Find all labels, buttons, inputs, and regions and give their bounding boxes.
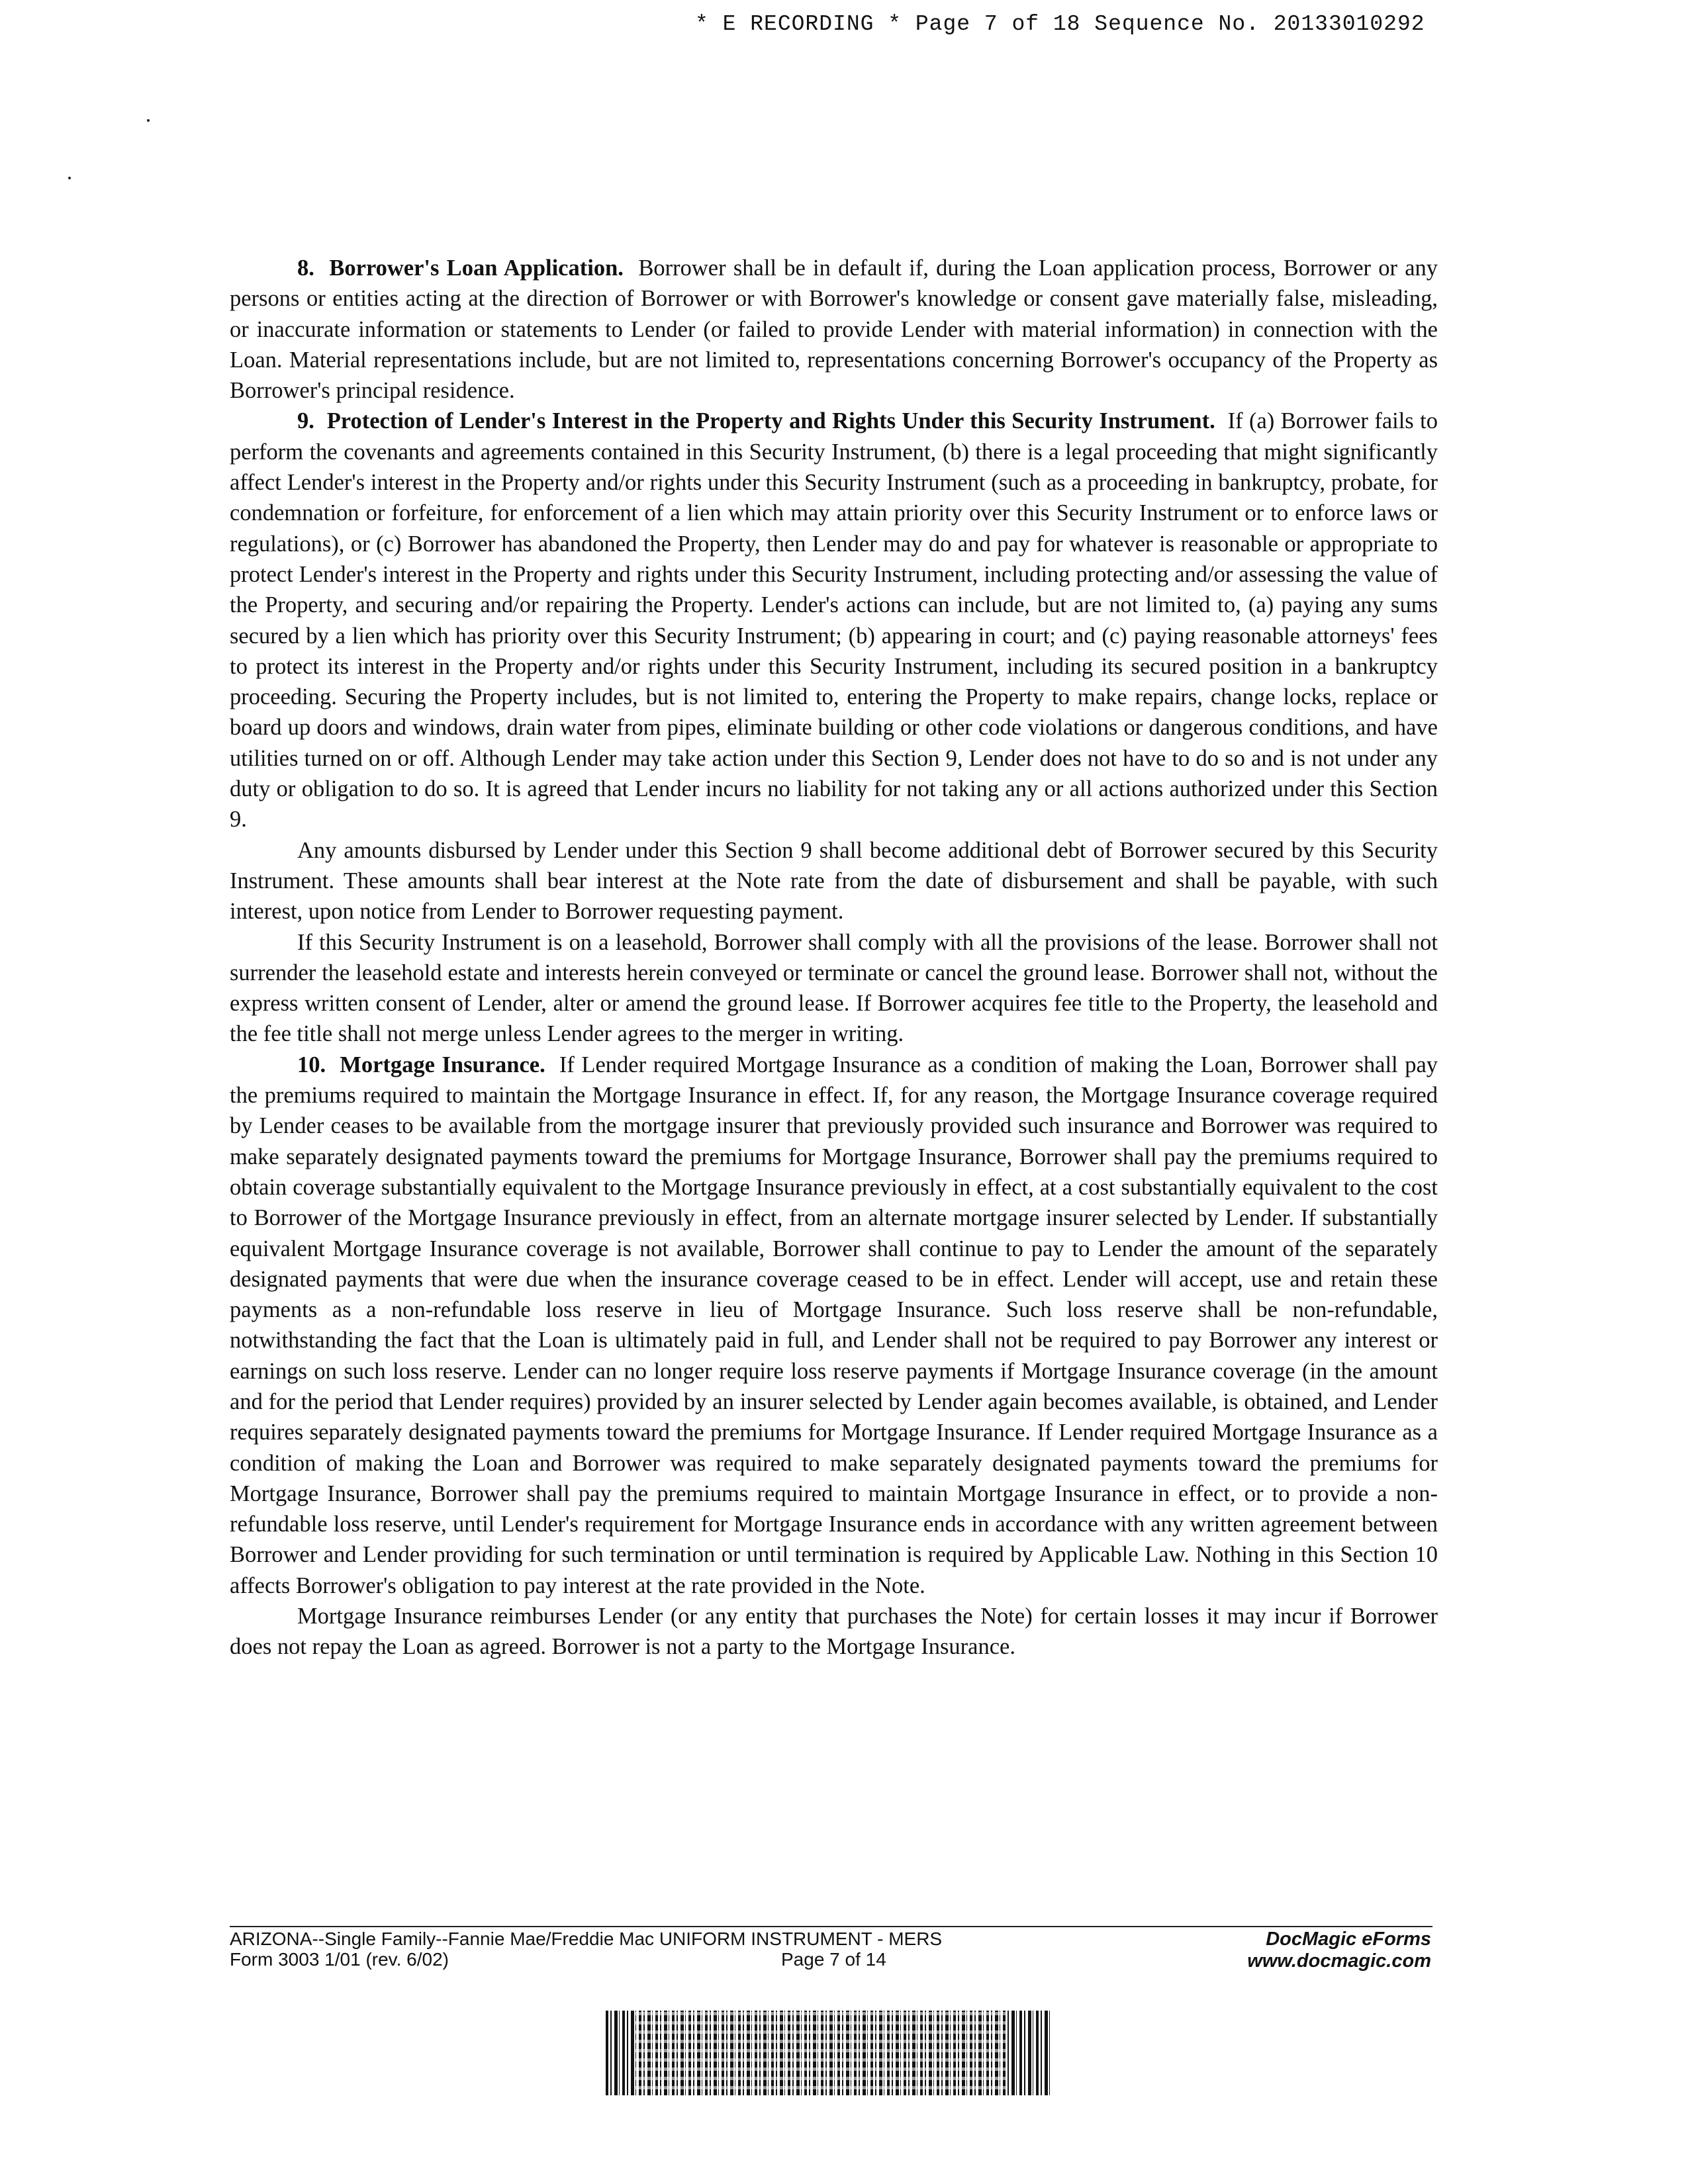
form-title: ARIZONA--Single Family--Fannie Mae/Freddie Mac UNIFORM INSTRUMENT - MERS [230,1929,943,1949]
section-9-disbursement-paragraph [230,835,1438,927]
section-text: If Lender required Mortgage Insurance as a condition of making the Loan, Borrower shall pay the premiums required to maintain the Mortgage Insurance in effect. If, for any reason, the Mortgage Insurance coverage required by Lender ceases to be available from the mortgage insurer that previously provided such insurance and Borrower was required to make separately designated payments toward the premiums for Mortgage Insurance, Borrower shall pay the premiums required to obtain coverage substantially equivalent to the Mortgage Insurance previously in effect, at a cost substantially equivalent to the cost to Borrower of the Mortgage Insurance previously in effect, from an alternate mortgage insurer selected by Lender. If substantially equivalent Mortgage Insurance coverage is not available, Borrower shall continue to pay to Lender the amount of the separately designated payments that were due when the insurance coverage ceased to be in effect. Lender will accept, use and retain these payments as a non-refundable loss reserve in lieu of Mortgage Insurance. Such loss reserve shall be non-refundable, notwithstanding the fact that the Loan is ultimately paid in full, and Lender shall not be required to pay Borrower any interest or earnings on such loss reserve. Lender can no longer require loss reserve payments if Mortgage Insurance coverage (in the amount and for the period that Lender requires) provided by an insurer selected by Lender again becomes available, is obtained, and Lender requires separately designated payments toward the premiums for Mortgage Insurance. If Lender required Mortgage Insurance as a condition of making the Loan and Borrower was required to make separately designated payments toward the premiums for Mortgage Insurance, Borrower shall pay the premiums required to maintain Mortgage Insurance in effect, or to provide a non-refundable loss reserve, until Lender's requirement for Mortgage Insurance ends in accordance with any written agreement between Borrower and Lender providing for such termination or until termination is required by Applicable Law. Nothing in this Section 10 affects Borrower's obligation to pay interest at the rate provided in the Note. [230,1052,1438,1598]
section-text: Borrower shall be in default if, during the Loan application process, Borrower or any persons or entities acting at the direction of Borrower or with Borrower's knowledge or consent gave materially false, misleading, or inaccurate information or statements to Lender (or failed to provide Lender with material information) in connection with the Loan. Material representations include, but are not limited to, representations concerning Borrower's occupancy of the Property as Borrower's principal residence. [230,255,1438,404]
section-text: Mortgage Insurance reimburses Lender (or any entity that purchases the Note) for certain losses it may incur if Borrower does not repay the Loan as agreed. Borrower is not a party to the Mortgage Insurance. [230,1604,1438,1660]
form-number: Form 3003 1/01 (rev. 6/02) [230,1949,449,1970]
scan-speck [147,119,150,122]
footer-brand [1247,1929,1431,1972]
section-title: Mortgage Insurance. [340,1052,545,1077]
recording-header: * E RECORDING * Page 7 of 18 Sequence No. 20133010292 [695,12,1425,36]
section-9-leasehold-paragraph [230,927,1438,1050]
page-number: Page 7 of 14 [781,1949,886,1970]
footer-divider [230,1926,1432,1927]
section-title: Protection of Lender's Interest in the Property and Rights Under this Security Instrument. [326,408,1215,434]
section-10-paragraph [230,1050,1438,1601]
brand-website: www.docmagic.com [1247,1950,1431,1972]
barcode-texture [635,2011,1006,2095]
section-number: 8. [297,255,314,281]
document-body [230,253,1438,1662]
section-title: Borrower's Loan Application. [329,255,624,281]
brand-logo: DocMagic eForms [1266,1929,1431,1950]
scan-speck [68,177,71,179]
section-text: If (a) Borrower fails to perform the covenants and agreements contained in this Security Instrument, (b) there is a legal proceeding that might significantly affect Lender's interest in the Property and/or rights under this Security Instrument (such as a proceeding in bankruptcy, probate, for condemnation or forfeiture, for enforcement of a lien which may attain priority over this Security Instrument or to enforce laws or regulations), or (c) Borrower has abandoned the Property, then Lender may do and pay for whatever is reasonable or appropriate to protect Lender's interest in the Property and rights under this Security Instrument, including protecting and/or assessing the value of the Property, and securing and/or repairing the Property. Lender's actions can include, but are not limited to, (a) paying any sums secured by a lien which has priority over this Security Instrument; (b) appearing in court; and (c) paying reasonable attorneys' fees to protect its interest in the Property and/or rights under this Security Instrument, including its secured position in a bankruptcy proceeding. Securing the Property includes, but is not limited to, entering the Property to make repairs, change locks, replace or board up doors and windows, drain water from pipes, eliminate building or other code violations or dangerous conditions, and have utilities turned on or off. Although Lender may take action under this Section 9, Lender does not have to do so and is not under any duty or obligation to do so. It is agreed that Lender incurs no liability for not taking any or all actions authorized under this Section 9. [230,408,1438,833]
section-10-reimbursement-paragraph [230,1601,1438,1662]
section-9-paragraph [230,406,1438,835]
section-text: If this Security Instrument is on a leasehold, Borrower shall comply with all the provisions of the lease. Borrower shall not surrender the leasehold estate and interests herein conveyed or terminate or cancel the ground lease. Borrower shall not, without the express written consent of Lender, alter or amend the ground lease. If Borrower acquires fee title to the Property, the leasehold and the fee title shall not merge unless Lender agrees to the merger in writing. [230,929,1438,1047]
section-number: 10. [297,1052,326,1077]
section-text: Any amounts disbursed by Lender under this Section 9 shall become additional debt of Borrower secured by this Security Instrument. These amounts shall bear interest at the Note rate from the date of disbursement and shall be payable, with such interest, upon notice from Lender to Borrower requesting payment. [230,837,1438,925]
section-8-paragraph [230,253,1438,406]
section-number: 9. [297,408,314,434]
